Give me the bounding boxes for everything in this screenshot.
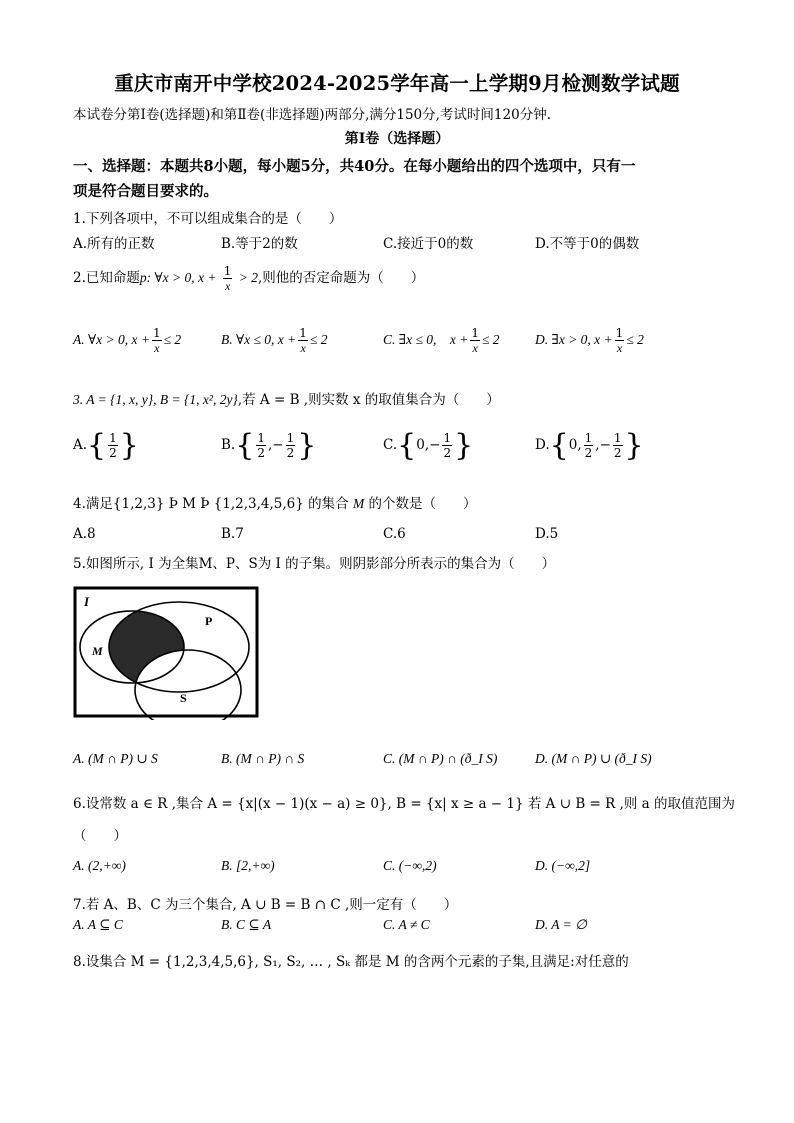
q2-option-a: A. ∀x > 0, x + $\frac{1}{x}$ ≤ 2 — [73, 326, 182, 355]
q4-stem: 4.满足{1,2,3} Þ M Þ {1,2,3,4,5,6} 的集合 M 的个数是（ ） — [73, 496, 477, 512]
q2-stem-expr-pre: : ∀x > 0, x + — [146, 270, 217, 285]
q7-option-d: D. A = ∅ — [535, 917, 587, 932]
q6-stem: 6.设常数 a ∈ R ,集合 A = {x|(x − 1)(x − a) ≥ 0}, B = {x| x ≥ a − 1} 若 A ∪ B = R ,则 a 的取值范围为 — [73, 796, 736, 812]
q1-stem: 1.下列各项中，不可以组成集合的是（ ） — [73, 211, 343, 227]
q7-option-c: C. A ≠ C — [383, 917, 430, 932]
q1-option-b: B.等于2的数 — [221, 236, 298, 252]
q8-stem: 8.设集合 M = {1,2,3,4,5,6}, S₁, S₂, … , Sₖ 都是 M 的含两个元素的子集,且满足:对任意的 — [73, 954, 629, 970]
page-title: 重庆市南开中学校2024-2025学年高一上学期9月检测数学试题 — [114, 72, 680, 95]
set-s-ellipse — [135, 650, 241, 720]
venn-diagram — [72, 585, 262, 720]
q5-stem: 5.如图所示, I 为全集M、P、S为 I 的子集。则阴影部分所表示的集合为（ ） — [73, 556, 556, 572]
exam-intro: 本试卷分第Ⅰ卷(选择题)和第Ⅱ卷(非选择题)两部分,满分150分,考试时间120分钟. — [73, 107, 551, 123]
q2-option-d: D. ∃x > 0, x + $\frac{1}{x}$ ≤ 2 — [535, 326, 644, 355]
q2-option-c: C. ∃x ≤ 0, x + $\frac{1}{x}$ ≤ 2 — [383, 326, 500, 355]
q7-stem: 7.若 A、B、C 为三个集合, A ∪ B = B ∩ C ,则一定有（ ） — [73, 897, 458, 913]
q2-stem — [73, 265, 424, 292]
q5-option-b: B. (M ∩ P) ∩ S — [221, 751, 305, 766]
q4-option-b: B.7 — [221, 526, 244, 542]
section-title: 第Ⅰ卷（选择题） — [344, 131, 450, 147]
q3-option-d: D.{0, $\frac{1}{2}$ ,− $\frac{1}{2}$ } — [535, 428, 644, 463]
q2-stem-var: p — [139, 270, 147, 285]
q2-stem-suffix: ,则他的否定命题为（ ） — [257, 270, 425, 286]
q1-option-c: C.接近于0的数 — [383, 236, 474, 252]
q6-option-d: D. (−∞,2] — [535, 858, 591, 873]
q6-option-a: A. (2,+∞) — [73, 858, 126, 873]
q3-option-a: A.{ $\frac{1}{2}$ } — [73, 428, 139, 463]
q6-option-c: C. (−∞,2) — [383, 858, 437, 873]
q6-option-b: B. [2,+∞) — [221, 858, 275, 873]
q1-option-d: D.不等于0的偶数 — [535, 236, 640, 252]
q2-stem-fraction: $\frac{1}{x}$ — [223, 264, 232, 293]
q4-option-c: C.6 — [383, 526, 406, 542]
venn-label-s: S — [180, 691, 187, 705]
q2-stem-expr-post: > 2 — [238, 270, 258, 285]
q3-stem: 3. A = {1, x, y}, B = {1, x², 2y},若 A = B ,则实数 x 的取值集合为（ ） — [73, 392, 500, 408]
q3-option-c: C.{0,− $\frac{1}{2}$ } — [383, 428, 474, 463]
q7-option-b: B. C ⊆ A — [221, 917, 272, 932]
q3-option-b: B.{ $\frac{1}{2}$ ,− $\frac{1}{2}$ } — [221, 428, 317, 463]
q5-option-a: A. (M ∩ P) ∪ S — [73, 751, 158, 766]
instructions-line-2: 项是符合题目要求的。 — [73, 183, 218, 200]
q7-option-a: A. A ⊆ C — [73, 917, 123, 932]
q4-option-a: A.8 — [73, 526, 96, 542]
q1-option-a: A.所有的正数 — [73, 236, 155, 252]
instructions-line-1: 一、选择题：本题共8小题，每小题5分，共40分。在每小题给出的四个选项中，只有一 — [73, 158, 636, 175]
q4-option-d: D.5 — [535, 526, 559, 542]
venn-label-m: M — [92, 644, 103, 658]
q2-option-b: B. ∀x ≤ 0, x + $\frac{1}{x}$ ≤ 2 — [221, 326, 328, 355]
venn-label-p: P — [205, 614, 213, 628]
q6-paren: （ ） — [73, 828, 127, 844]
q2-stem-prefix: 2.已知命题 — [73, 270, 140, 286]
venn-label-i: I — [84, 594, 90, 609]
q5-option-d: D. (M ∩ P) ∪ (ð_I S) — [535, 751, 652, 766]
q5-option-c: C. (M ∩ P) ∩ (ð_I S) — [383, 751, 498, 766]
